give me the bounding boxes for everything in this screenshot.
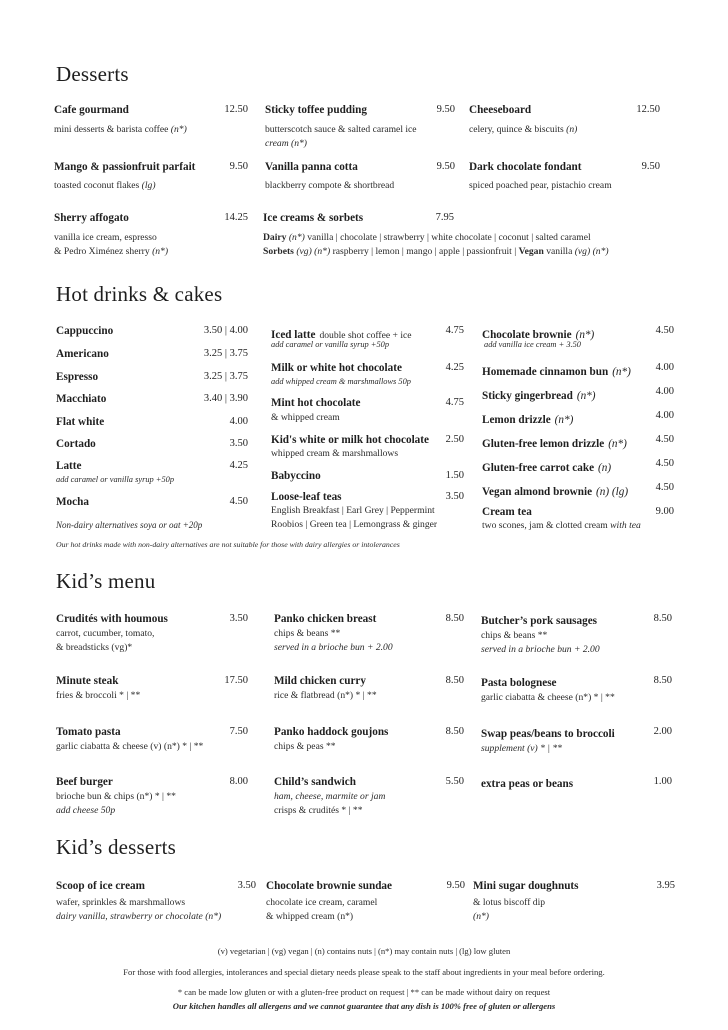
menu-item-desc: add cheese 50p (56, 805, 116, 816)
menu-item-note: add whipped cream & marshmallows 50p (271, 377, 411, 386)
menu-item-price: 3.50 (237, 880, 256, 891)
menu-item-desc: dairy vanilla, strawberry or chocolate (n*) (56, 911, 222, 922)
menu-item-price: 3.95 (656, 880, 675, 891)
menu-item-desc: Roobios | Green tea | Lemongrass & ginger (271, 519, 438, 530)
menu-item-name: Mango & passionfruit parfait (54, 161, 196, 173)
menu-item-price: 4.00 (655, 386, 674, 397)
menu-item-desc: rice & flatbread (n*) * | ** (274, 690, 377, 701)
menu-item-desc: & Pedro Ximénez sherry (n*) (54, 246, 169, 257)
menu-item-price: 3.50 | 4.00 (203, 325, 248, 336)
menu-item-price: 3.50 (229, 613, 248, 624)
menu-item-desc: cream (n*) (265, 138, 308, 149)
hot-drinks-footnote: Our hot drinks made with non-dairy alternatives are not suitable for those with dairy allergies or intolerances (56, 540, 400, 549)
menu-item-price: 4.00 (655, 410, 674, 421)
menu-item-name: Vanilla panna cotta (265, 161, 358, 173)
menu-item-price: 9.50 (436, 161, 455, 172)
menu-item-price: 4.00 (655, 362, 674, 373)
menu-item-price: 9.00 (655, 506, 674, 517)
menu-item-desc: chocolate ice cream, caramel (266, 897, 378, 908)
menu-item-price: 9.50 (446, 880, 465, 891)
menu-item-desc: spiced poached pear, pistachio cream (469, 180, 612, 191)
menu-item-desc: celery, quince & biscuits (n) (469, 124, 578, 135)
menu-item-name: Macchiato (56, 393, 107, 405)
menu-item-price: 9.50 (229, 161, 248, 172)
menu-item-price: 7.50 (229, 726, 248, 737)
menu-item-name: Cappuccino (56, 325, 114, 337)
menu-item-name: Panko chicken breast (274, 613, 377, 625)
menu-item-price: 4.50 (655, 325, 674, 336)
menu-item-price: 4.25 (445, 362, 464, 373)
menu-item-price: 2.00 (653, 726, 672, 737)
menu-item-desc: & whipped cream (n*) (266, 911, 354, 922)
menu-item-name: Loose-leaf teas (271, 491, 342, 503)
menu-item-desc: garlic ciabatta & cheese (n*) * | ** (481, 692, 615, 703)
menu-item-name: Tomato pasta (56, 726, 121, 738)
menu-item-price: 4.25 (229, 460, 248, 471)
menu-item-desc: served in a brioche bun + 2.00 (274, 642, 393, 653)
menu-item-name: Pasta bolognese (481, 677, 557, 689)
menu-item-price: 4.50 (229, 496, 248, 507)
menu-item-price: 4.00 (229, 416, 248, 427)
menu-item-desc: chips & beans ** (274, 628, 341, 639)
menu-item-desc: English Breakfast | Earl Grey | Peppermint (271, 505, 435, 516)
non-dairy-note: Non-dairy alternatives soya or oat +20p (56, 520, 203, 530)
menu-item-price: 4.75 (445, 397, 464, 408)
menu-item-name: Mint hot chocolate (271, 397, 361, 409)
menu-item-desc: (n*) (473, 911, 489, 922)
menu-item-name: Sticky toffee pudding (265, 104, 367, 116)
menu-item-price: 8.50 (653, 613, 672, 624)
menu-item-name: Gluten-free lemon drizzle (n*) (482, 438, 627, 450)
menu-item-desc: crisps & crudités * | ** (274, 805, 363, 816)
menu-item-name: Gluten-free carrot cake (n) (482, 462, 612, 474)
menu-item-price: 4.50 (655, 434, 674, 445)
menu-item-price: 3.40 | 3.90 (203, 393, 248, 404)
menu-item-price: 3.50 (229, 438, 248, 449)
menu-item-name: Ice creams & sorbets (263, 212, 364, 224)
menu-item-name: Cheeseboard (469, 104, 532, 116)
menu-item-price: 3.25 | 3.75 (203, 348, 248, 359)
menu-item-name: Mocha (56, 496, 89, 508)
menu-item-note: add caramel or vanilla syrup +50p (56, 475, 175, 484)
menu-item-desc: chips & peas ** (274, 741, 336, 752)
menu-item-price: 17.50 (224, 675, 248, 686)
menu-item-price: 2.50 (445, 434, 464, 445)
menu-item-name: Cortado (56, 438, 96, 450)
menu-item-price: 1.50 (445, 470, 464, 481)
menu-item-desc: & whipped cream (271, 412, 340, 423)
menu-item-name: Lemon drizzle (n*) (482, 414, 574, 426)
menu-item-price: 3.25 | 3.75 (203, 371, 248, 382)
menu-item-name: Homemade cinnamon bun (n*) (482, 366, 631, 378)
menu-item-name: Dark chocolate fondant (469, 161, 582, 173)
menu-item-name: Flat white (56, 416, 105, 428)
menu-item-name: Latte (56, 460, 82, 472)
allergy-notice: For those with food allergies, intolerances and special dietary needs please speak to the staff about ingredients in your meal before ordering. (123, 967, 605, 977)
menu-item-desc: brioche bun & chips (n*) * | ** (56, 791, 176, 802)
menu-item-price: 5.50 (445, 776, 464, 787)
menu-item-desc: served in a brioche bun + 2.00 (481, 644, 600, 655)
menu-item-price: 7.95 (435, 212, 454, 223)
menu-item-price: 8.50 (445, 675, 464, 686)
menu-item-price: 4.50 (655, 458, 674, 469)
menu-item-name: Sticky gingerbread (n*) (482, 390, 596, 402)
menu-item-desc: carrot, cucumber, tomato, (56, 628, 155, 639)
menu-item-desc: garlic ciabatta & cheese (v) (n*) * | ** (56, 741, 204, 752)
menu-item-name: Cafe gourmand (54, 104, 129, 116)
menu-item-price: 8.50 (445, 726, 464, 737)
menu-item-note: add vanilla ice cream + 3.50 (484, 340, 581, 349)
asterisk-key: * can be made low gluten or with a gluten-free product on request | ** can be made without dairy on request (177, 987, 551, 997)
menu-item-name: Mild chicken curry (274, 675, 366, 687)
menu-item-name: Panko haddock goujons (274, 726, 389, 738)
menu-item-price: 4.75 (445, 325, 464, 336)
menu-item-name: Milk or white hot chocolate (271, 362, 402, 374)
menu-item-desc: blackberry compote & shortbread (265, 180, 395, 191)
menu-item-desc: butterscotch sauce & salted caramel ice (265, 124, 417, 135)
menu-item-name: Sherry affogato (54, 212, 129, 224)
menu-item-name: Babyccino (271, 470, 321, 482)
menu-item-price: 12.50 (636, 104, 660, 115)
menu-item-name: Americano (56, 348, 109, 360)
menu-item-desc: chips & beans ** (481, 630, 548, 641)
menu-item-name: Butcher’s pork sausages (481, 615, 598, 627)
kids-menu-heading: Kid’s menu (56, 569, 156, 593)
menu-item-desc: toasted coconut flakes (lg) (54, 180, 156, 191)
menu-item-name: Mini sugar doughnuts (473, 880, 579, 892)
menu-item-name: Chocolate brownie sundae (266, 880, 392, 892)
menu-item-price: 8.50 (445, 613, 464, 624)
menu-item-name: Vegan almond brownie (n) (lg) (482, 486, 629, 498)
menu-item-name: Minute steak (56, 675, 119, 687)
dietary-legend: (v) vegetarian | (vg) vegan | (n) contains nuts | (n*) may contain nuts | (lg) low gluten (217, 946, 511, 956)
menu-item-price: 14.25 (224, 212, 248, 223)
menu-item-name: Cream tea (482, 506, 532, 518)
menu-item-name: Swap peas/beans to broccoli (481, 728, 615, 740)
menu-item-desc: & breadsticks (vg)* (56, 642, 133, 653)
menu-item-desc: wafer, sprinkles & marshmallows (56, 897, 186, 908)
menu-item-desc: mini desserts & barista coffee (n*) (54, 124, 187, 135)
menu-item-price: 8.50 (653, 675, 672, 686)
menu-item-name: Crudités with houmous (56, 613, 168, 625)
menu-item-price: 9.50 (641, 161, 660, 172)
menu-item-name: Scoop of ice cream (56, 880, 145, 892)
menu-item-desc: whipped cream & marshmallows (271, 448, 399, 459)
menu-item-price: 4.50 (655, 482, 674, 493)
kids-desserts-heading: Kid’s desserts (56, 835, 177, 859)
dairy-flavours-line: Dairy (n*) vanilla | chocolate | strawberry | white chocolate | coconut | salted caramel (263, 232, 591, 243)
menu-item-price: 8.00 (229, 776, 248, 787)
menu-item-name: Iced latte double shot coffee + ice (271, 329, 412, 341)
menu-item-price: 9.50 (436, 104, 455, 115)
menu-item-desc: supplement (v) * | ** (481, 743, 562, 754)
menu-item-price: 12.50 (224, 104, 248, 115)
menu-item-name: Chocolate brownie (n*) (482, 329, 595, 341)
menu-item-desc: vanilla ice cream, espresso (54, 232, 157, 243)
menu-item-desc: fries & broccoli * | ** (56, 690, 141, 701)
menu-item-note: add caramel or vanilla syrup +50p (271, 340, 390, 349)
menu-item-name: Espresso (56, 371, 99, 383)
sorbet-flavours-line: Sorbets (vg) (n*) raspberry | lemon | mango | apple | passionfruit | Vegan vanilla (vg) (n*) (263, 246, 609, 257)
menu-item-name: extra peas or beans (481, 778, 574, 790)
menu-item-desc: ham, cheese, marmite or jam (274, 791, 386, 802)
desserts-heading: Desserts (56, 62, 129, 86)
allergen-warning: Our kitchen handles all allergens and we cannot guarantee that any dish is 100% free of gluten or allergens (172, 1001, 556, 1011)
menu-item-desc: two scones, jam & clotted cream with tea (482, 520, 641, 531)
menu-item-name: Beef burger (56, 776, 113, 788)
menu-item-name: Kid's white or milk hot chocolate (271, 434, 429, 446)
menu-item-desc: & lotus biscoff dip (473, 897, 546, 908)
menu-item-name: Child’s sandwich (274, 776, 356, 788)
menu-item-price: 3.50 (445, 491, 464, 502)
hot-drinks-heading: Hot drinks & cakes (56, 282, 223, 306)
menu-item-price: 1.00 (653, 776, 672, 787)
